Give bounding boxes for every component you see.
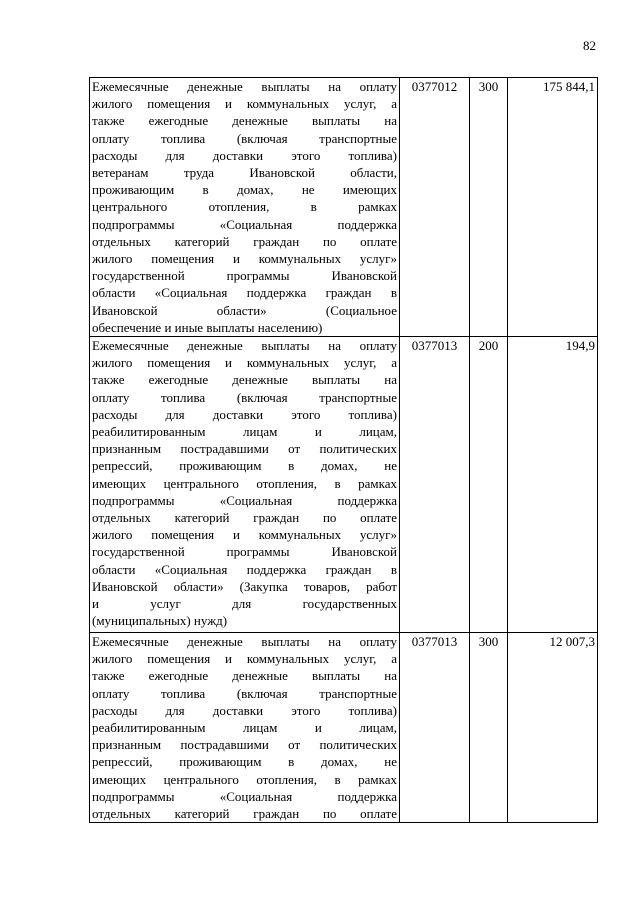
target-code-cell: 0377013 [400, 337, 470, 633]
description-line: реабилитированным лицам и лицам, [92, 424, 397, 440]
description-line: жилого помещения и коммунальных услуг» [92, 251, 397, 267]
description-line: отдельных категорий граждан по оплате [92, 510, 397, 526]
description-line: имеющих центрального отопления, в рамках [92, 475, 397, 491]
description-line: реабилитированным лицам и лицам, [92, 720, 397, 736]
description-line: подпрограммы «Социальная поддержка [92, 788, 397, 804]
description-line: также ежегодные денежные выплаты на [92, 113, 397, 129]
description-cell [90, 633, 400, 823]
description-line: подпрограммы «Социальная поддержка [92, 492, 397, 508]
amount-cell: 194,9 [508, 337, 598, 633]
description-line: отдельных категорий граждан по оплате [92, 233, 397, 249]
description-line: оплату топлива (включая транспортные [92, 130, 397, 146]
description-line: репрессий, проживающим в домах, не [92, 458, 397, 474]
description-line: Ежемесячные денежные выплаты на оплату [92, 79, 397, 94]
description-line: жилого помещения и коммунальных услуг» [92, 527, 397, 543]
description-line: центрального отопления, в рамках [92, 199, 397, 215]
description-line: (муниципальных) нужд) [92, 613, 228, 629]
description-line: также ежегодные денежные выплаты на [92, 668, 397, 684]
amount-cell: 12 007,3 [508, 633, 598, 823]
description-line: обеспечение и иные выплаты населению) [92, 319, 323, 335]
description-line: области «Социальная поддержка граждан в [92, 561, 397, 577]
description-line: области «Социальная поддержка граждан в [92, 285, 397, 301]
table-row [90, 337, 598, 633]
description-line: отдельных категорий граждан по оплате [92, 806, 397, 822]
description-line: оплату топлива (включая транспортные [92, 685, 397, 701]
description-line: Ивановской области» (Закупка товаров, работ [92, 578, 397, 594]
description-line: жилого помещения и коммунальных услуг, а [92, 651, 397, 667]
description-line: Ежемесячные денежные выплаты на оплату [92, 338, 397, 354]
description-line: расходы для доставки этого топлива) [92, 147, 397, 163]
expense-type-cell: 300 [470, 78, 508, 337]
description-cell [90, 337, 400, 633]
description-line: ветеранам труда Ивановской области, [92, 165, 397, 181]
description-line: расходы для доставки этого топлива) [92, 406, 397, 422]
description-line: имеющих центрального отопления, в рамках [92, 771, 397, 787]
description-line: государственной программы Ивановской [92, 544, 397, 560]
description-line: признанным пострадавшими от политических [92, 441, 397, 457]
description-line: Ивановской области» (Социальное [92, 302, 397, 318]
expense-type-cell: 200 [470, 337, 508, 633]
table-row [90, 633, 598, 823]
description-line: признанным пострадавшими от политических [92, 737, 397, 753]
expense-type-cell: 300 [470, 633, 508, 823]
description-line: и услуг для государственных [92, 596, 397, 612]
description-line: также ежегодные денежные выплаты на [92, 372, 397, 388]
description-line: государственной программы Ивановской [92, 268, 397, 284]
amount-cell: 175 844,1 [508, 78, 598, 337]
target-code-cell: 0377012 [400, 78, 470, 337]
description-line: расходы для доставки этого топлива) [92, 702, 397, 718]
description-line: подпрограммы «Социальная поддержка [92, 216, 397, 232]
description-line: репрессий, проживающим в домах, не [92, 754, 397, 770]
description-line: жилого помещения и коммунальных услуг, а [92, 96, 397, 112]
table-row [90, 78, 598, 337]
page-number: 82 [583, 38, 596, 53]
target-code-cell: 0377013 [400, 633, 470, 823]
budget-table [89, 77, 598, 823]
description-line: оплату топлива (включая транспортные [92, 389, 397, 405]
description-line: проживающим в домах, не имеющих [92, 182, 397, 198]
description-cell [90, 78, 400, 337]
description-line: Ежемесячные денежные выплаты на оплату [92, 634, 397, 650]
description-line: жилого помещения и коммунальных услуг, а [92, 355, 397, 371]
